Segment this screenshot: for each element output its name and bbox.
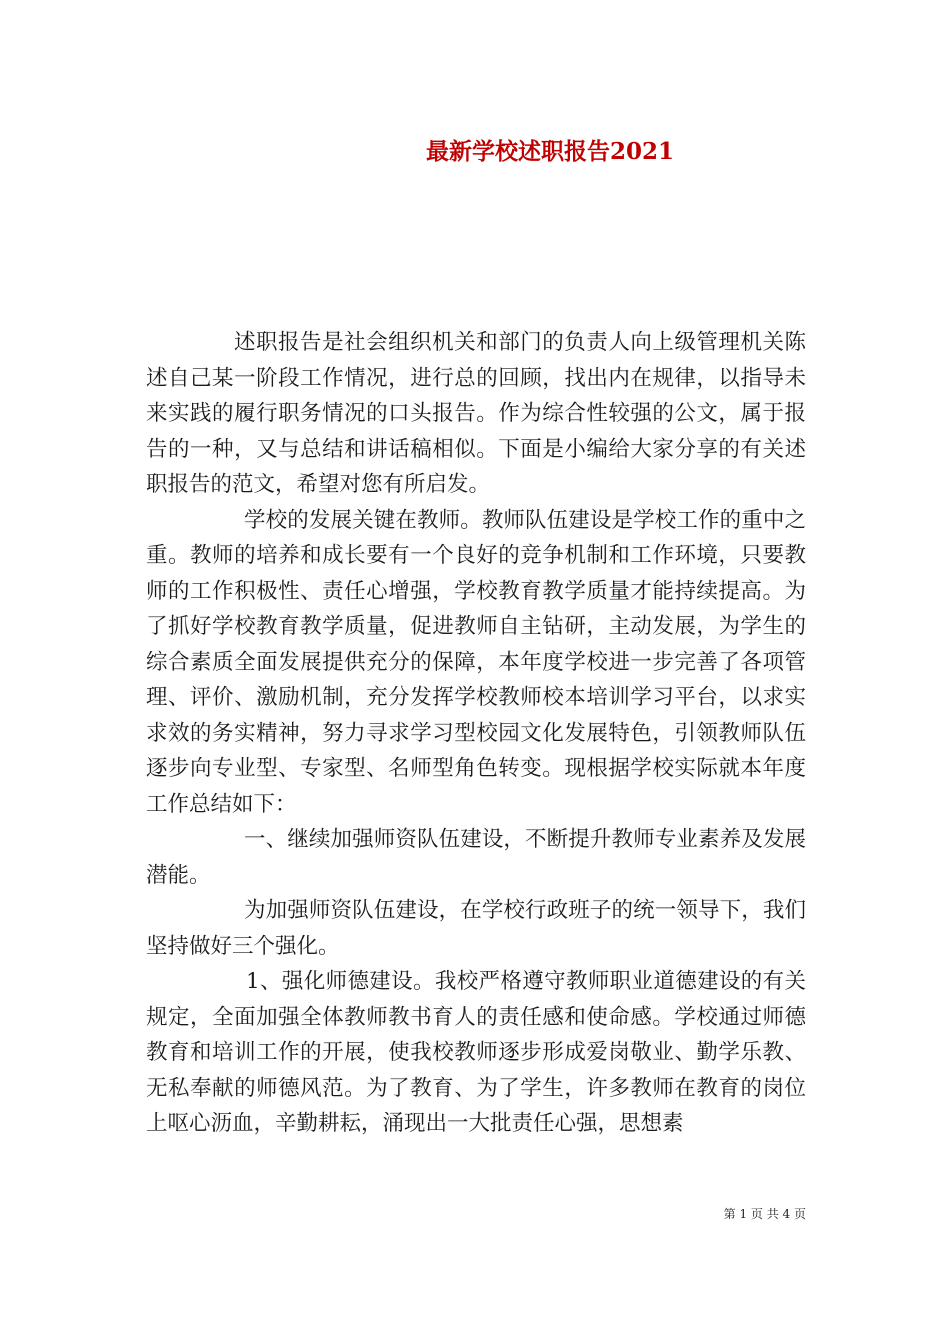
page-number: 第 1 页 共 4 页 xyxy=(723,1207,806,1221)
document-body xyxy=(146,325,806,1142)
paragraph-teachers: 学校的发展关键在教师。教师队伍建设是学校工作的重中之重。教师的培养和成长要有一个良好的竞争机制和工作环境，只要教师的工作积极性、责任心增强，学校教育教学质量才能持续提高。为了抓好学校教育教学质量，促进教师自主钻研，主动发展，为学生的综合素质全面发展提供充分的保障，本年度学校进一步完善了各项管理、评价、激励机制，充分发挥学校教师校本培训学习平台，以求实求效的务实精神，努力寻求学习型校园文化发展特色，引领教师队伍逐步向专业型、专家型、名师型角色转变。现根据学校实际就本年度工作总结如下： xyxy=(146,507,806,817)
section-heading-1: 一、继续加强师资队伍建设，不断提升教师专业素养及发展潜能。 xyxy=(146,827,806,888)
title-text: 最新学校述职报告2021 xyxy=(425,138,674,165)
document-title xyxy=(0,133,950,166)
paragraph-ethics: 1、强化师德建设。我校严格遵守教师职业道德建设的有关规定，全面加强全体教师教书育人的责任感和使命感。学校通过师德教育和培训工作的开展，使我校教师逐步形成爱岗敬业、勤学乐教、无私奉献的师德风范。为了教育、为了学生，许多教师在教育的岗位上呕心沥血，辛勤耕耘，涌现出一大批责任心强，思想素 xyxy=(146,969,806,1136)
paragraph-intro: 述职报告是社会组织机关和部门的负责人向上级管理机关陈述自己某一阶段工作情况，进行总的回顾，找出内在规律，以指导未来实践的履行职务情况的口头报告。作为综合性较强的公文，属于报告的一种，又与总结和讲话稿相似。下面是小编给大家分享的有关述职报告的范文，希望对您有所启发。 xyxy=(146,330,806,497)
paragraph-three-strengthen: 为加强师资队伍建设，在学校行政班子的统一领导下，我们坚持做好三个强化。 xyxy=(146,898,806,959)
